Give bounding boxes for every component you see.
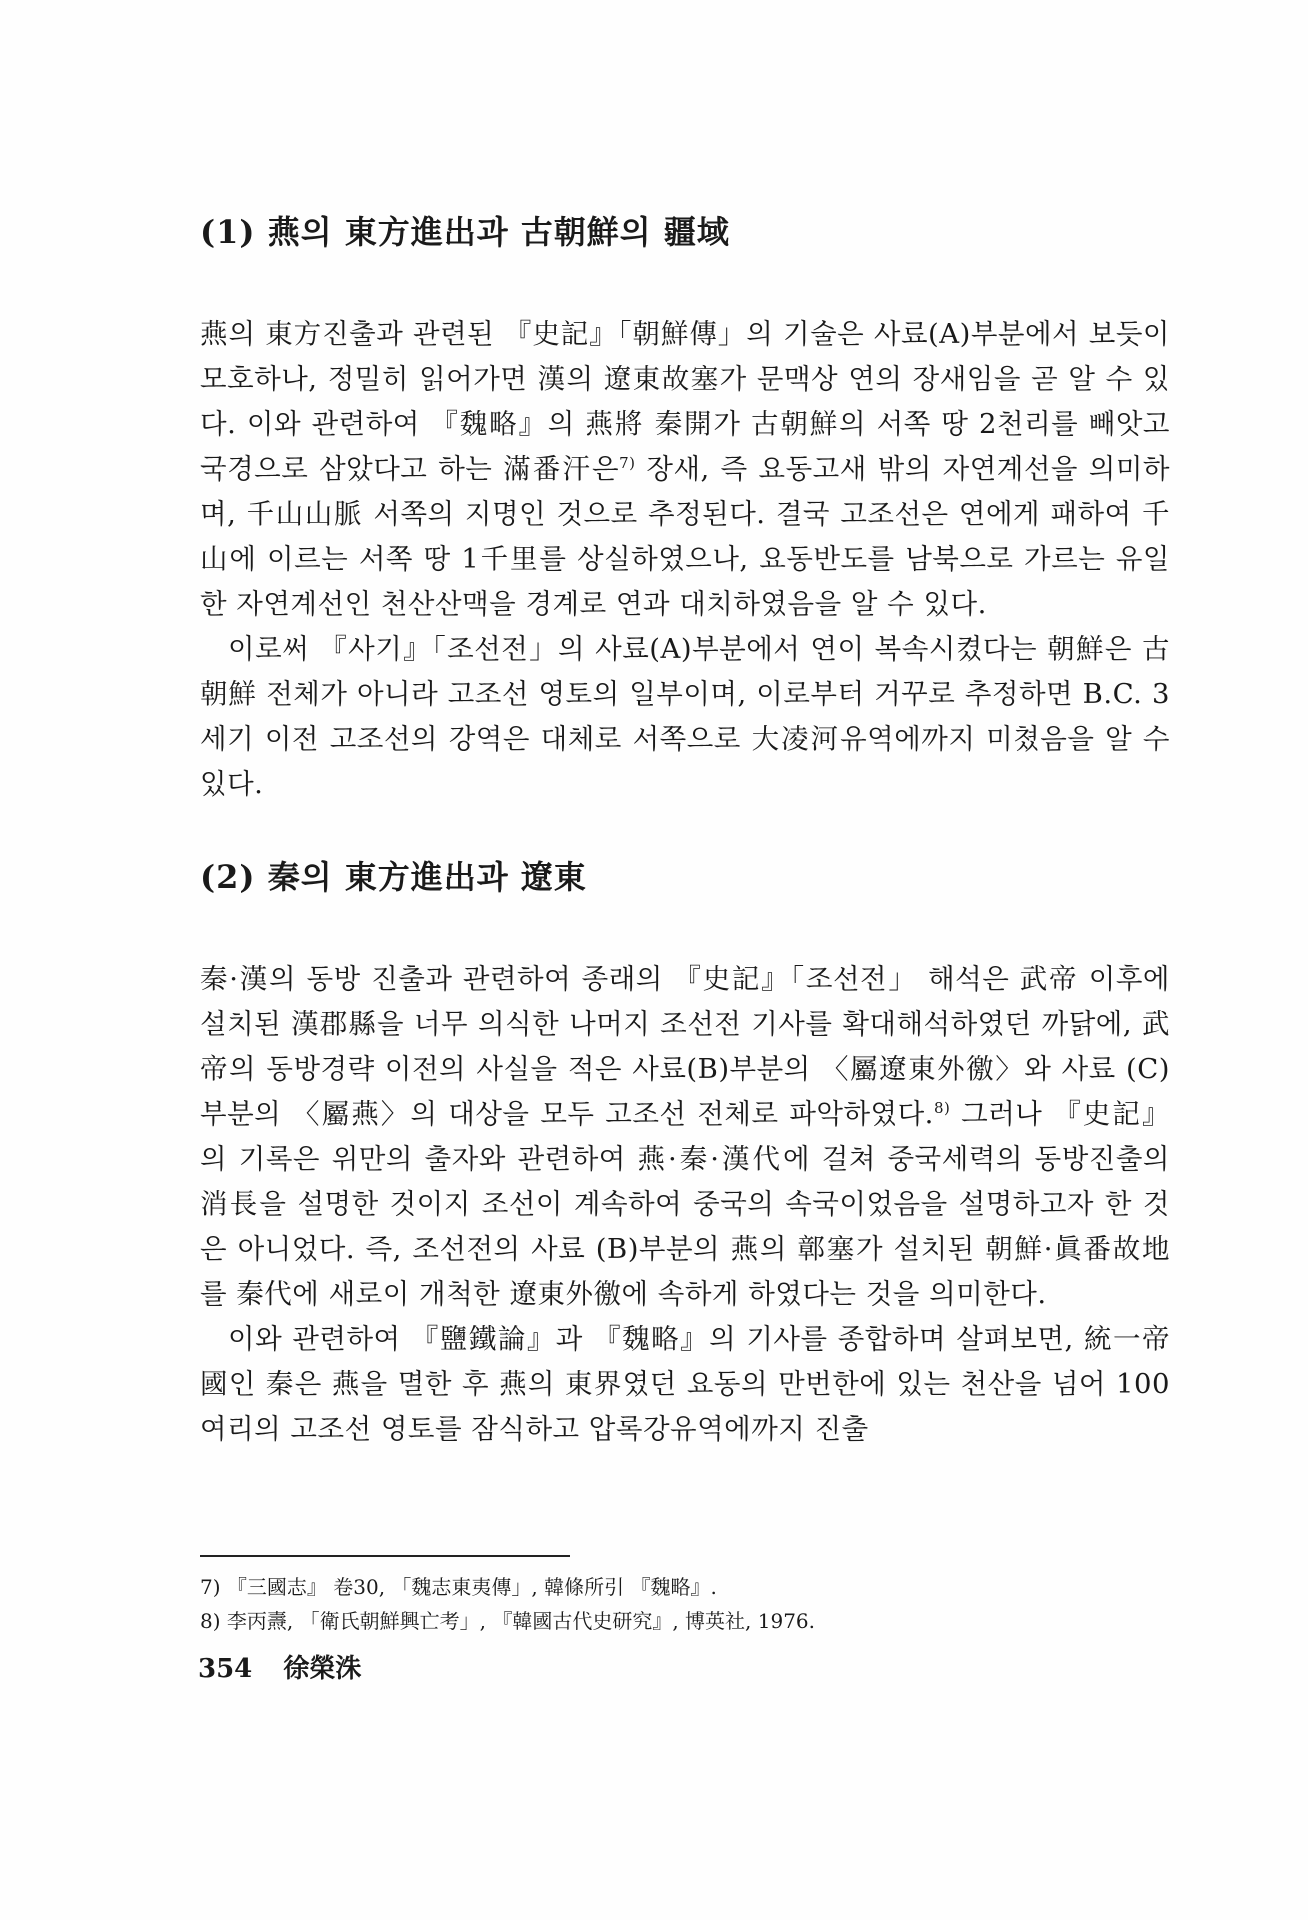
paragraph — [200, 312, 1170, 627]
paragraph-text: 燕의 東方진출과 관련된 『史記』「朝鮮傳」의 기술은 사료(A)부분에서 보듯이 모호하나, 정밀히 읽어가면 漢의 遼東故塞가 문맥상 연의 장새임을 곧 알 수 있다. 이와 관련하여 『魏略』의 燕將 秦開가 古朝鮮의 서쪽 땅 2천리를 빼앗고 국경으로 삼았다고 하는 滿番汗은 — [200, 318, 1170, 485]
page-footer — [198, 1648, 361, 1685]
footnote-divider — [200, 1555, 570, 1557]
section-heading-2: (2) 秦의 東方進出과 遼東 — [200, 858, 587, 896]
footnote-marker: 8) — [933, 1098, 951, 1117]
author-name: 徐榮洙 — [283, 1654, 362, 1684]
paragraph-text: 장새, 즉 요동고새 밖의 자연계선을 의미하며, 千山山脈 서쪽의 지명인 것으로 추정된다. 결국 고조선은 연에게 패하여 千山에 이르는 서쪽 땅 1千里를 상실하였으나, 요동반도를 남북으로 가르는 유일한 자연계선인 천산산맥을 경계로 연과 대치하였음을 알 수 있다. — [200, 453, 1170, 620]
paragraph: 이와 관련하여 『鹽鐵論』과 『魏略』의 기사를 종합하며 살펴보면, 統一帝國인 秦은 燕을 멸한 후 燕의 東界였던 요동의 만번한에 있는 천산을 넘어 100여리의 고조선 영토를 잠식하고 압록강유역에까지 진출 — [200, 1323, 1170, 1445]
footnote-marker: 7) — [619, 453, 636, 472]
footnote-item: 7) 『三國志』 卷30, 「魏志東夷傳」, 韓條所引 『魏略』. — [200, 1575, 717, 1599]
page-number: 354 — [198, 1654, 253, 1684]
footnotes — [200, 1570, 1100, 1638]
paragraph — [200, 957, 1170, 1317]
paragraph-text: 그러나 『史記』의 기록은 위만의 출자와 관련하여 燕·秦·漢代에 걸쳐 중국세력의 동방진출의 消長을 설명한 것이지 조선이 계속하여 중국의 속국이었음을 설명하고자 한 것은 아니었다. 즉, 조선전의 사료 (B)부분의 燕의 鄣塞가 설치된 朝鮮·眞番故地를 秦代에 새로이 개척한 遼東外徼에 속하게 하였다는 것을 의미한다. — [200, 1098, 1170, 1310]
footnote-item: 8) 李丙燾, 「衛氏朝鮮興亡考」, 『韓國古代史研究』, 博英社, 1976. — [200, 1609, 815, 1633]
main-text — [200, 210, 1170, 1452]
paragraph-text: 秦·漢의 동방 진출과 관련하여 종래의 『史記』「조선전」 해석은 武帝 이후에 설치된 漢郡縣을 너무 의식한 나머지 조선전 기사를 확대해석하였던 까닭에, 武帝의 동방경략 이전의 사실을 적은 사료(B)부분의 〈屬遼東外徼〉와 사료 (C)부분의 〈屬燕〉의 대상을 모두 고조선 전체로 파악하였다. — [200, 963, 1170, 1130]
paragraph: 이로써 『사기』「조선전」의 사료(A)부분에서 연이 복속시켰다는 朝鮮은 古朝鮮 전체가 아니라 고조선 영토의 일부이며, 이로부터 거꾸로 추정하면 B.C. 3세기 이전 고조선의 강역은 대체로 서쪽으로 大凌河유역에까지 미쳤음을 알 수 있다. — [200, 633, 1170, 800]
section-heading-1: (1) 燕의 東方進出과 古朝鮮의 疆域 — [200, 213, 730, 251]
